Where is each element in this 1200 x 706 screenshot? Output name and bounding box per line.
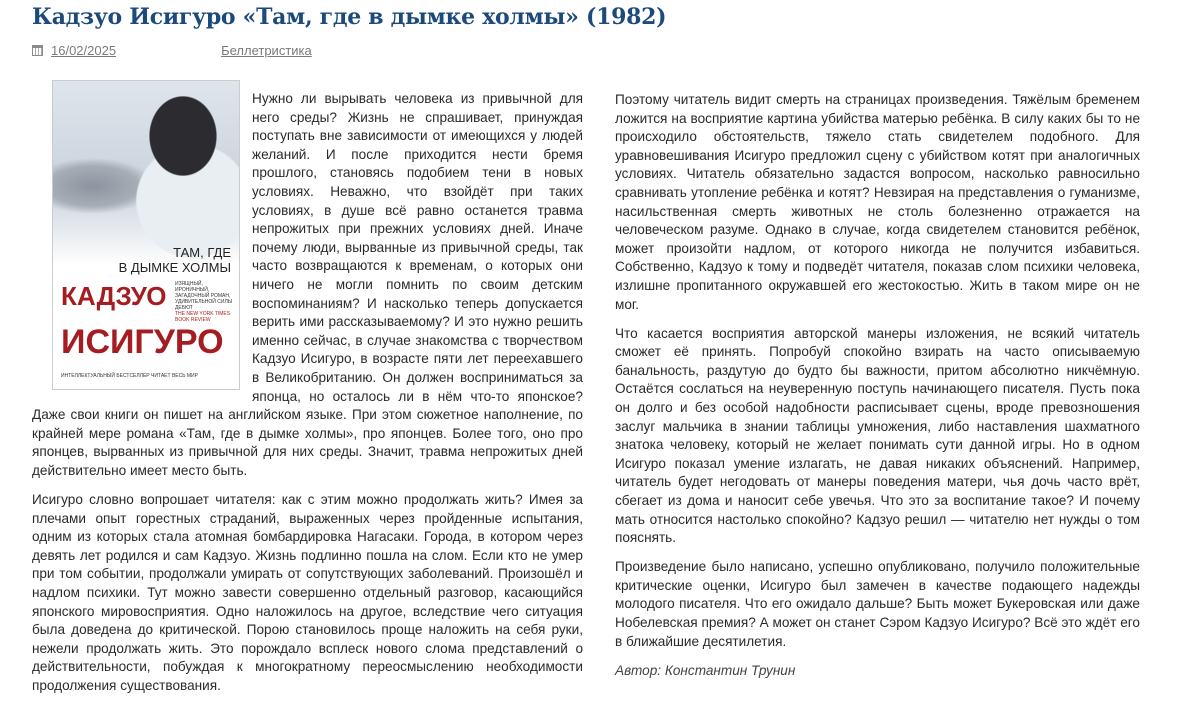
article-left-column bbox=[32, 90, 583, 706]
article-paragraph: Произведение было написано, успешно опубликовано, получило положительные критические оценки, Исигуро был замечен в качестве подающего надежды молодого писателя. Что его ожидало дальше? Быть может Букеровская или даже Нобелевская премия? А может он станет Сэром Кадзуо Исигуро? Всё это ждёт его в ближайшие десятилетия. bbox=[615, 559, 1140, 649]
article-paragraph: Что касается восприятия авторской манеры изложения, не всякий читатель сможет её принять. Попробуй спокойно взирать на часто описываемую банальность, раздутую до будто бы важности, притом абсолютно никчёмную. Остаётся сослаться на неуверенную поступь начинающего писателя. Пусть пока он долго и без особой надобности расписывает сцены, вроде превозношения заслуг мальчика в знании таблицы умножения, либо наставления шахматного знатока человеку, который не желает понимать сути данной игры. Но в одном Исигуро показал умение излагать, не давая никаких объяснений. Например, читатель будет негодовать от манеры поведения матери, чья дочь часто врёт, сбегает из дома и наносит себе увечья. Что это за воспитание такое? И почему мать относится настолько спокойно? Кадзуо решил — читателю нет нужды о том пояснять. bbox=[615, 325, 1140, 546]
post-meta bbox=[32, 43, 312, 58]
cover-blurb-source: THE NEW YORK TIMES BOOK REVIEW bbox=[175, 311, 231, 323]
cover-blurb bbox=[175, 281, 237, 323]
category-link[interactable]: Беллетристика bbox=[221, 43, 312, 58]
book-cover-image bbox=[52, 80, 240, 390]
author-signature: Автор: Константин Трунин bbox=[615, 662, 796, 678]
cover-author-last: ИСИГУРО bbox=[61, 323, 224, 361]
post-title: Кадзуо Исигуро «Там, где в дымке холмы» (1982) bbox=[32, 4, 667, 30]
cover-title-line: ТАМ, ГДЕ bbox=[173, 245, 231, 260]
article-right-column bbox=[615, 91, 1140, 691]
article-paragraph: Нужно ли вырывать человека из привычной для него среды? Жизнь не спрашивает, принуждая поступать вне зависимости от имеющихся у людей желаний. И после приходится нести бремя прошлого, становясь подобием тени в новых условиях. Неважно, что взойдёт при таких условиях, в душе всё равно останется травма непрожитых при прежних условиях дней. Иначе почему люди, вырванные из привычной среды, так часто возвращаются к временам, о которых они ничего не могли помнить по своим детским воспоминаниям? И насколько теперь допускается верить ими рассказываемому? И это нужно решить именно сейчас, в случае знакомства с творчеством Кадзуо Исигуро, в возрасте пяти лет переехавшего в Великобританию. Он должен восприниматься за японца, но осталось ли в нём что-то японское? Даже свои книги он пишет на английском языке. При этом сюжетное наполнение, по крайней мере романа «Там, где в дымке холмы», про японцев. Более того, оно про японцев, вырванных из привычной для них среды. Значит, травма непрожитых дней действительно имеет место быть. bbox=[32, 91, 583, 478]
cover-book-title bbox=[119, 245, 231, 275]
calendar-icon bbox=[32, 45, 43, 56]
cover-footer: ИНТЕЛЛЕКТУАЛЬНЫЙ БЕСТСЕЛЛЕР ЧИТАЕТ ВЕСЬ МИР bbox=[61, 373, 198, 379]
cover-author-first: КАДЗУО bbox=[61, 281, 167, 311]
cover-title-line: В ДЫМКЕ ХОЛМЫ bbox=[118, 260, 231, 275]
post-date-link[interactable]: 16/02/2025 bbox=[51, 43, 117, 58]
article-paragraph: Исигуро словно вопрошает читателя: как с этим можно продолжать жить? Имея за плечами опыт горестных страданий, выраженных через пройденные испытания, одним из которых стала атомная бомбардировка Нагасаки. Города, в котором через девять лет родился и сам Кадзуо. Жизнь подлинно пошла на слом. Если кто не умер при том событии, продолжали умирать от сопутствующих заболеваний. Произошёл и надлом психики. Тут можно завести совершенно отдельный разговор, касающийся японского мировосприятия. Одно наложилось на другое, вследствие чего ситуация была доведена до критической. Порою становилось проще наложить на себя руки, нежели продолжать жить. Это порождало всплеск нового слома представлений о действительности, побуждая к многократному переосмыслению необходимости продолжения существования. bbox=[32, 491, 583, 693]
article-paragraph: Поэтому читатель видит смерть на страницах произведения. Тяжёлым бременем ложится на восприятие картина убийства матерью ребёнка. В силу каких бы то не происходило обстоятельств, тяжело стать свидетелем подобного. Для уравновешивания Исигуро предложил сцену с убийством котят при аналогичных условиях. Читатель обязательно задастся вопросом, насколько равносильно сравнивать утопление ребёнка и котят? Невзирая на представления о гуманизме, насильственная смерть животных не столь болезненно отражается на человеческом разуме. Однако в случае, когда свидетелем становится ребёнок, может произойти надлом, от которого никогда не получится избавиться. Собственно, Кадзуо к тому и подведёт читателя, показав слом психики человека, излишне пропитанного окружавшей его жестокостью. Жить в таком мире он не мог. bbox=[615, 92, 1140, 312]
cover-blurb-text: ИЗЯЩНЫЙ, ИРОНИЧНЫЙ, ЗАГАДОЧНЫЙ РОМАН, УДИВИТЕЛЬНОЙ СИЛЫ ДЕБЮТ bbox=[175, 281, 233, 311]
